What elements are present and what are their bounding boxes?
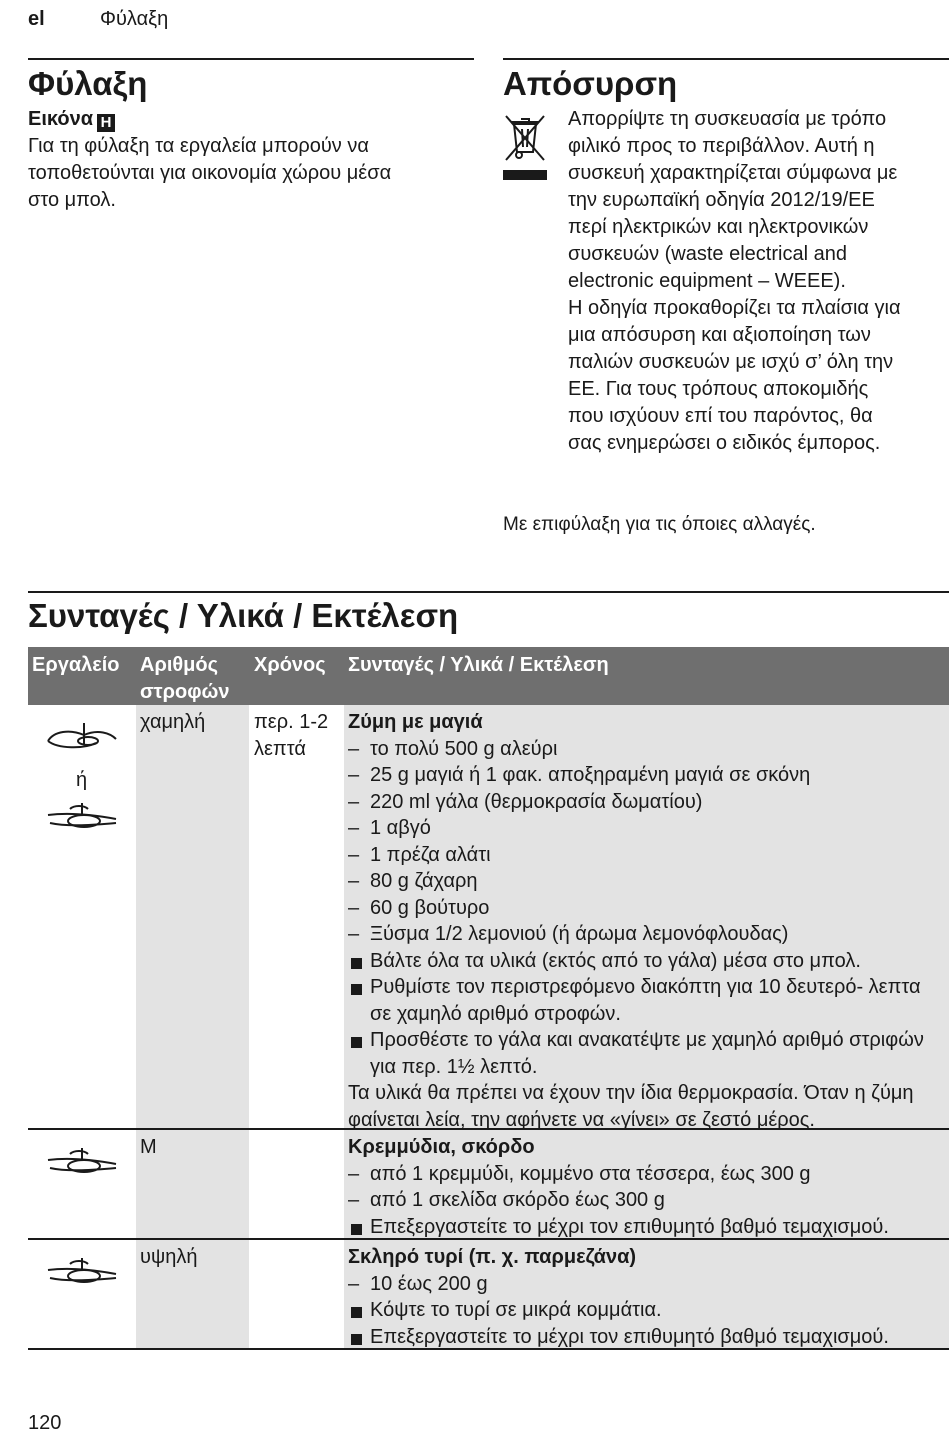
text-line: τοποθετούνται για οικονομία χώρου μέσα [28,162,392,184]
column-header-recipes: Συνταγές / Υλικά / Εκτέλεση [348,654,609,676]
change-notice: Με επιφύλαξη για τις όποιες αλλαγές. [503,514,816,535]
column-header-tool: Εργαλείο [32,654,120,676]
recipe-cell [344,1130,949,1238]
text-line: Απορρίψτε τη συσκευασία με τρόπο [568,108,887,130]
figure-label: Εικόνα [28,108,94,130]
ingredient-item: – 10 έως 200 g [348,1272,488,1295]
figure-letter-badge: H [97,114,115,132]
recipe-note: Τα υλικά θα πρέπει να έχουν την ίδια θερμοκρασία. Όταν η ζύμη φαίνεται λεία, την αφήνετε να «γίνει» σε ζεστό μέρος. [348,1082,914,1131]
text-line: παλιών συσκευών με ισχύ σ’ όλη την [568,351,894,373]
text-line: Για τη φύλαξη τα εργαλεία μπορούν να [28,135,369,157]
table-row [28,705,949,1130]
ingredient-item: – 1 αβγό [348,817,431,839]
speed-cell: χαμηλή [136,705,249,1128]
tool-cell [28,1130,136,1238]
speed-cell: υψηλή [136,1240,249,1348]
ingredient-item: – από 1 κρεμμύδι, κομμένο στα τέσσερα, έως 300 g [348,1162,811,1185]
time-cell [249,1130,344,1238]
blade-icon [44,801,120,833]
ingredient-item: – 1 πρέζα αλάτι [348,843,491,866]
ingredient-item: – 220 ml γάλα (θερμοκρασία δωματίου) [348,790,703,813]
text-line: μια απόσυρση και αξιοποίηση των [568,324,871,346]
divider [503,58,949,60]
time-cell [249,1240,344,1348]
table-row [28,1130,949,1240]
tool-cell [28,705,136,1128]
or-label: ή [76,769,88,791]
ingredient-item: – 60 g βούτυρο [348,896,490,919]
table-row [28,1240,949,1350]
storage-text [28,133,391,214]
recipes-table [28,647,949,1350]
disposal-heading: Απόσυρση [503,65,678,102]
figure-reference [28,108,115,132]
disposal-text [568,106,901,457]
step-item: Ρυθμίστε τον περιστρεφόμενο διακόπτη για 10 δευτερό- λεπτα σε χαμηλό αριθμό στροφών. [348,974,945,1027]
text-line: την ευρωπαϊκή οδηγία 2012/19/ΕΕ [568,189,875,211]
recipe-cell [344,705,949,1131]
text-line: φιλικό προς το περιβάλλον. Αυτή η [568,135,875,157]
recipe-title: Ζύμη με μαγιά [348,711,483,733]
kneading-hook-icon [44,719,120,753]
text-line: στο μπολ. [28,189,116,211]
blade-icon [44,1256,120,1288]
step-item: Κόψτε το τυρί σε μικρά κομμάτια. [348,1297,945,1324]
divider [28,58,474,60]
text-line: συσκευή χαρακτηρίζεται σύμφωνα με [568,162,898,184]
speed-cell: M [136,1130,249,1238]
ingredient-item: – 25 g μαγιά ή 1 φακ. αποξηραμένη μαγιά σε σκόνη [348,764,811,786]
crossed-out-wheelie-bin-icon [500,110,550,185]
recipe-cell [344,1240,949,1348]
ingredient-item: – 80 g ζάχαρη [348,870,478,892]
recipes-heading: Συνταγές / Υλικά / Εκτέλεση [28,597,459,634]
text-line: συσκευών (waste electrical and [568,243,847,265]
column-header-time: Χρόνος [254,654,326,676]
recipe-title: Σκληρό τυρί (π. χ. παρμεζάνα) [348,1246,637,1268]
storage-heading: Φύλαξη [28,65,148,102]
text-line: σας ενημερώσει ο ειδικός έμπορος. [568,432,881,454]
language-code: el [28,8,45,30]
step-item: Βάλτε όλα τα υλικά (εκτός από το γάλα) μέσα στο μπολ. [348,948,945,975]
column-header-speed: Αριθμός στροφών [140,654,230,703]
blade-icon [44,1146,120,1178]
step-item: Προσθέστε το γάλα και ανακατέψτε με χαμηλό αριθμό στριφών για περ. 1½ λεπτό. [348,1027,945,1080]
text-line: Η οδηγία προκαθορίζει τα πλαίσια για [568,297,901,319]
table-header [28,647,949,705]
step-item: Επεξεργαστείτε το μέχρι τον επιθυμητό βαθμό τεμαχισμού. [348,1324,945,1351]
text-line: electronic equipment – WEEE). [568,270,846,292]
recipe-title: Κρεμμύδια, σκόρδο [348,1136,535,1158]
divider [28,591,949,593]
page-number: 120 [28,1412,62,1434]
ingredient-item: – Ξύσμα 1/2 λεμονιού (ή άρωμα λεμονόφλουδας) [348,923,789,945]
ingredient-item: – από 1 σκελίδα σκόρδο έως 300 g [348,1189,665,1211]
text-line: που ισχύουν επί του παρόντος, θα [568,405,873,427]
tool-cell [28,1240,136,1348]
time-cell: περ. 1-2 λεπτά [254,711,329,760]
ingredient-item: – το πολύ 500 g αλεύρι [348,737,558,760]
step-item: Επεξεργαστείτε το μέχρι τον επιθυμητό βαθμό τεμαχισμού. [348,1214,945,1241]
running-header-title: Φύλαξη [100,8,169,30]
text-line: ΕΕ. Για τους τρόπους αποκομιδής [568,378,869,400]
text-line: περί ηλεκτρικών και ηλεκτρονικών [568,216,869,238]
